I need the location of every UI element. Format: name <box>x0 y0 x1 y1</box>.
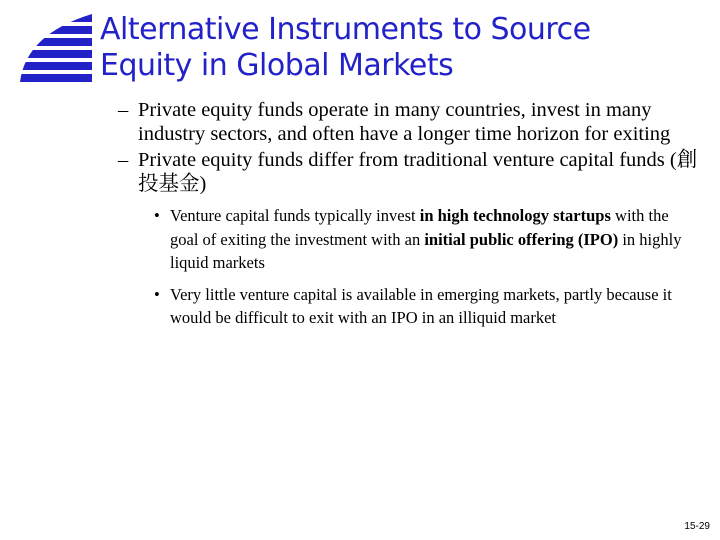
bullet-text: Private equity funds operate in many countries, invest in many industry sectors, and often have a longer time horizon for exiting <box>138 99 671 145</box>
striped-globe-logo-icon <box>20 14 92 82</box>
bullet-level1 <box>118 98 698 146</box>
bullet-level2 <box>152 204 690 275</box>
dash-marker: – <box>118 99 129 121</box>
text-run: with the goal of exiting the investment with an <box>170 206 669 249</box>
bullet-text: Private equity funds differ from traditional venture capital funds (創投基金) <box>138 149 698 195</box>
bullet-dot-marker: • <box>154 284 160 304</box>
sub-bullet-text: Very little venture capital is available in emerging markets, partly because it would be difficult to exit with an IPO in an illiquid market <box>170 284 672 327</box>
dash-marker: – <box>118 149 129 171</box>
slide-title <box>100 12 700 84</box>
slide-title-line-1: Alternative Instruments to Source <box>100 12 591 47</box>
slide-title-line-2: Equity in Global Markets <box>100 48 454 83</box>
bullet-dot-marker: • <box>154 206 160 225</box>
slide-body <box>118 98 698 330</box>
slide-number: 15-29 <box>684 521 710 532</box>
sub-bullet-text <box>170 206 681 272</box>
bold-text-run: in high technology startups <box>419 206 611 225</box>
text-run: Venture capital funds typically invest <box>170 206 420 225</box>
bold-text-run: initial public offering (IPO) <box>424 229 619 249</box>
bullet-level1 <box>118 148 698 196</box>
text-run: in highly liquid markets <box>170 229 682 272</box>
bullet-level2 <box>152 283 690 330</box>
